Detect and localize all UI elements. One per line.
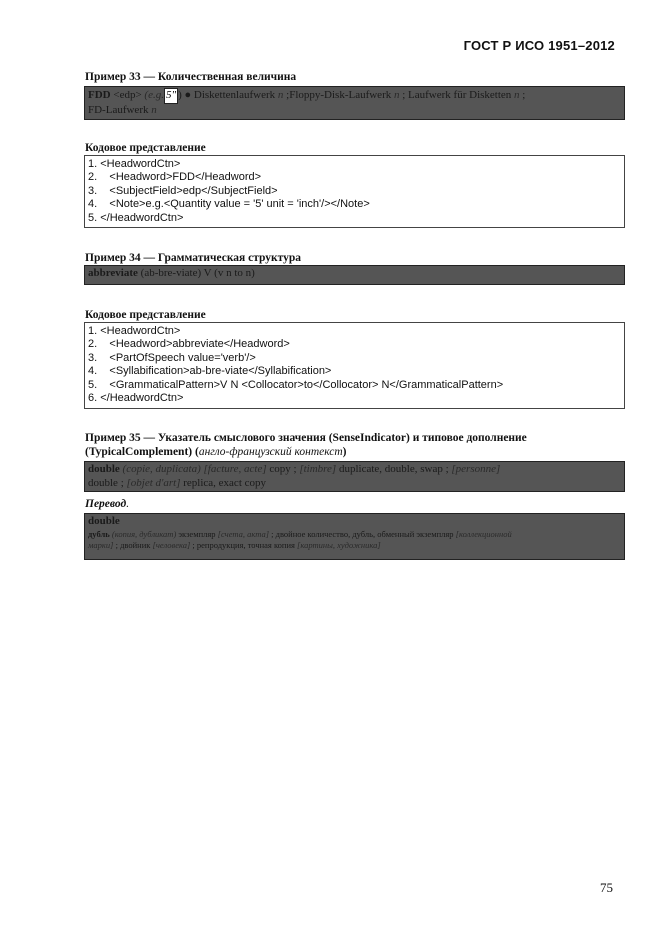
text: [человека] <box>152 540 191 550</box>
document-header: ГОСТ Р ИСО 1951–2012 <box>463 38 615 53</box>
example-35-title-line-1: Пример 35 — Указатель смыслового значения (SenseIndicator) и типовое дополнение <box>85 432 527 444</box>
example-33-box-line-1 <box>88 88 621 104</box>
text: n <box>514 89 520 101</box>
code-line: 5. <GrammaticalPattern>V N <Collocator>to</Collocator> N</GrammaticalPattern> <box>88 378 504 391</box>
text: duplicate, double, swap ; <box>336 463 452 475</box>
text: дубль <box>88 528 112 539</box>
text: FD-Laufwerk <box>88 103 152 116</box>
translation-box <box>84 513 625 560</box>
example-34-title: Пример 34 — Грамматическая структура <box>85 252 302 264</box>
code-line: 2. <Headword>abbreviate</Headword> <box>88 338 290 351</box>
text: <edp> <box>110 89 145 101</box>
example-35-box-line-2 <box>88 477 621 491</box>
code-line: 2. <Headword>FDD</Headword> <box>88 171 262 184</box>
code-line: 1. <HeadwordCtn> <box>88 158 181 170</box>
code-line: 6. </HeadwordCtn> <box>88 392 184 405</box>
text: n <box>151 103 157 116</box>
code-line: 3. <SubjectField>edp</SubjectField> <box>88 184 278 197</box>
example-35-box <box>84 461 625 492</box>
text: [objet d'art] <box>126 476 181 489</box>
text: replica, exact copy <box>180 476 267 489</box>
text: n <box>277 89 284 101</box>
code-line: 3. <PartOfSpeech value='verb'/> <box>88 351 256 364</box>
text: (TypicalComplement) <box>85 446 193 458</box>
text: марки] <box>88 540 114 550</box>
translation-label: Перевод. <box>85 498 130 510</box>
text: [картины, художника] <box>297 540 381 550</box>
example-33-box-line-2 <box>88 104 621 118</box>
text: Перевод <box>85 498 127 510</box>
text: (copie, duplicata) [facture, acte] <box>122 463 267 475</box>
headword: FDD <box>88 89 111 101</box>
text: ) ● Diskettenlaufwerk <box>178 89 278 101</box>
text: ; двойное количество, дубль, обменный экземпляр <box>269 528 456 539</box>
text: (копия, дубликат) <box>111 528 177 539</box>
text: ; репродукция, точная копия <box>190 540 298 550</box>
headword: double <box>88 515 120 527</box>
text: ; двойник <box>113 540 153 550</box>
code-34-box <box>84 322 625 409</box>
code-33-title: Кодовое представление <box>85 142 206 154</box>
example-35-box-line-1 <box>88 463 621 477</box>
text: ;Floppy-Disk-Laufwerk <box>283 89 394 101</box>
code-line: 1. <HeadwordCtn> <box>88 325 181 337</box>
text: n <box>393 89 400 101</box>
headword: double <box>88 463 120 475</box>
text: [timbre] <box>299 463 337 475</box>
code-line: 5. </HeadwordCtn> <box>88 211 184 224</box>
text: [коллекционной <box>455 528 512 539</box>
code-33-box <box>84 155 625 228</box>
text: экземпляр <box>176 528 218 539</box>
text: англо-французский контекст <box>198 446 343 458</box>
example-33-box <box>84 86 625 120</box>
quantity-value: 5" <box>164 88 178 104</box>
example-34-box <box>84 265 625 285</box>
text: (e.g. <box>144 89 164 101</box>
headword: abbreviate <box>88 267 138 279</box>
code-34-title: Кодовое представление <box>85 309 206 321</box>
text: (ab-bre-viate) V (v n to n) <box>137 267 255 279</box>
text: [счета, акта] <box>217 528 270 539</box>
text: [personne] <box>451 463 501 475</box>
text: ; <box>519 89 526 101</box>
translation-line-1 <box>88 529 621 541</box>
code-line: 4. <Note>e.g.<Quantity value = '5' unit = 'inch'/></Note> <box>88 198 370 211</box>
page-number: 75 <box>600 880 613 895</box>
code-line: 4. <Syllabification>ab-bre-viate</Syllabification> <box>88 365 332 378</box>
translation-line-2 <box>88 540 621 552</box>
translation-headword <box>88 515 621 529</box>
text: double ; <box>88 476 127 489</box>
example-33-title: Пример 33 — Количественная величина <box>85 71 297 83</box>
text: copy ; <box>266 463 300 475</box>
text: ; Laufwerk für Disketten <box>399 89 515 101</box>
example-35-title-line-2: (TypicalComplement) (англо-французский контекст) <box>85 446 347 458</box>
